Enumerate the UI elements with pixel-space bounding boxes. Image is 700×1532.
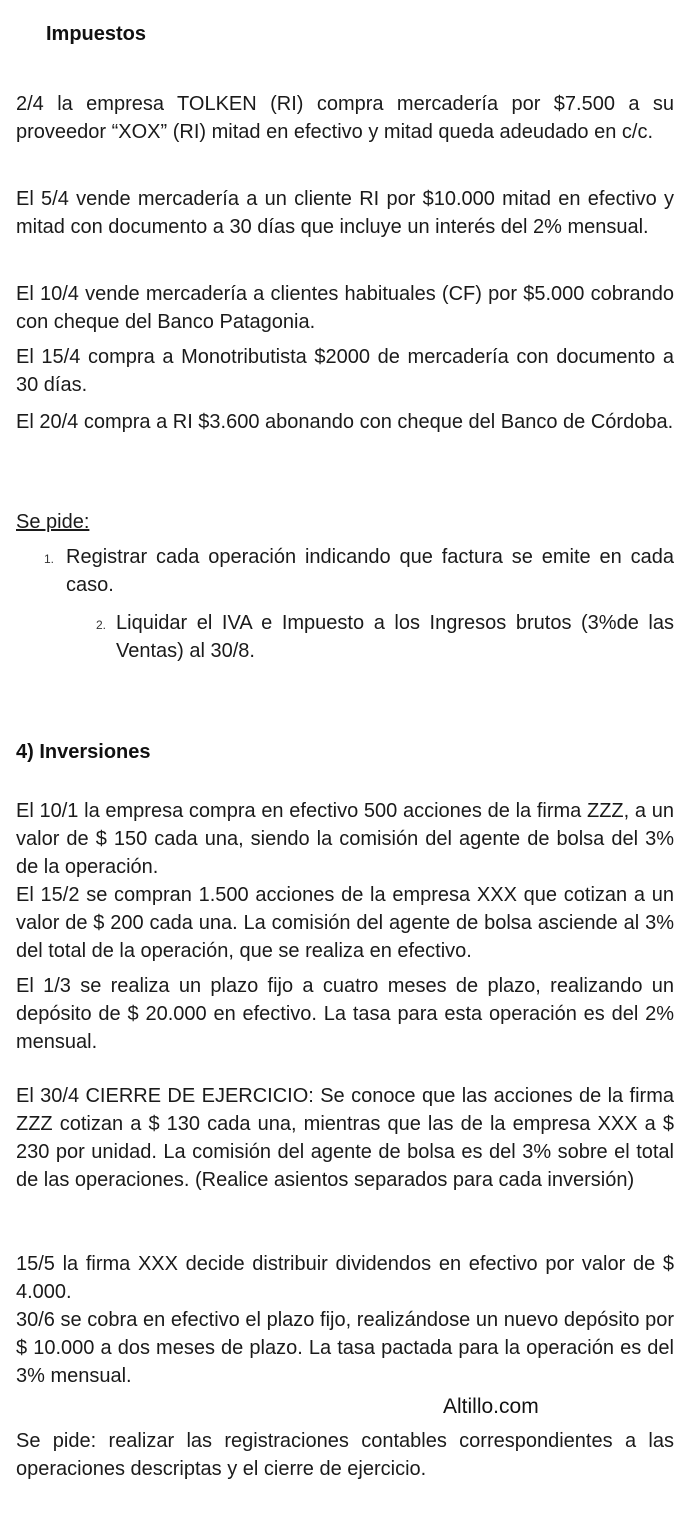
paragraph-impuestos-5: El 20/4 compra a RI $3.600 abonando con cheque del Banco de Córdoba. (16, 411, 674, 433)
task-number-1: 1. (44, 552, 55, 566)
section-title-inversiones: 4) Inversiones (16, 741, 151, 763)
paragraph-inversiones-2: El 15/2 se compran 1.500 acciones de la empresa XXX que cotizan a un valor de $ 200 cada una. La comisión del agente de bolsa asciende al 3% del total de la operación, que se realiza en efectivo. (16, 884, 674, 962)
task-number-2: 2. (96, 618, 107, 632)
paragraph-impuestos-2: El 5/4 vende mercadería a un cliente RI por $10.000 mitad en efectivo y mitad con documento a 30 días que incluye un interés del 2% mensual. (16, 188, 674, 238)
paragraph-inversiones-4: El 30/4 CIERRE DE EJERCICIO: Se conoce que las acciones de la firma ZZZ cotizan a $ 130 cada una, mientras que las de la empresa XXX a $ 230 por unidad. La comisión del agente de bolsa es del 3% sobre el total de las operaciones. (Realice asientos separados para cada inversión) (16, 1085, 674, 1191)
section-title-impuestos: Impuestos (46, 23, 147, 45)
paragraph-impuestos-3: El 10/4 vende mercadería a clientes habituales (CF) por $5.000 cobrando con cheque del Banco Patagonia. (16, 283, 674, 333)
task-item-2: Liquidar el IVA e Impuesto a los Ingresos brutos (3%de las Ventas) al 30/8. (116, 612, 674, 662)
se-pide-label: Se pide: (16, 511, 90, 533)
closing-instruction: Se pide: realizar las registraciones contables correspondientes a las operaciones descriptas y el cierre de ejercicio. (16, 1430, 674, 1480)
paragraph-inversiones-5: 15/5 la firma XXX decide distribuir dividendos en efectivo por valor de $ 4.000. (16, 1253, 674, 1303)
paragraph-impuestos-1: 2/4 la empresa TOLKEN (RI) compra mercadería por $7.500 a su proveedor “XOX” (RI) mitad en efectivo y mitad queda adeudado en c/c. (16, 93, 674, 143)
paragraph-inversiones-3: El 1/3 se realiza un plazo fijo a cuatro meses de plazo, realizando un depósito de $ 20.000 en efectivo. La tasa para esta operación es del 2% mensual. (16, 975, 674, 1053)
paragraph-inversiones-1: El 10/1 la empresa compra en efectivo 500 acciones de la firma ZZZ, a un valor de $ 150 cada una, siendo la comisión del agente de bolsa del 3% de la operación. (16, 800, 674, 878)
paragraph-inversiones-6: 30/6 se cobra en efectivo el plazo fijo, realizándose un nuevo depósito por $ 10.000 a dos meses de plazo. La tasa pactada para la operación es del 3% mensual. (16, 1309, 674, 1387)
paragraph-impuestos-4: El 15/4 compra a Monotributista $2000 de mercadería con documento a 30 días. (16, 346, 674, 396)
watermark-text: Altillo.com (443, 1395, 539, 1418)
task-item-1: Registrar cada operación indicando que factura se emite en cada caso. (66, 546, 674, 596)
